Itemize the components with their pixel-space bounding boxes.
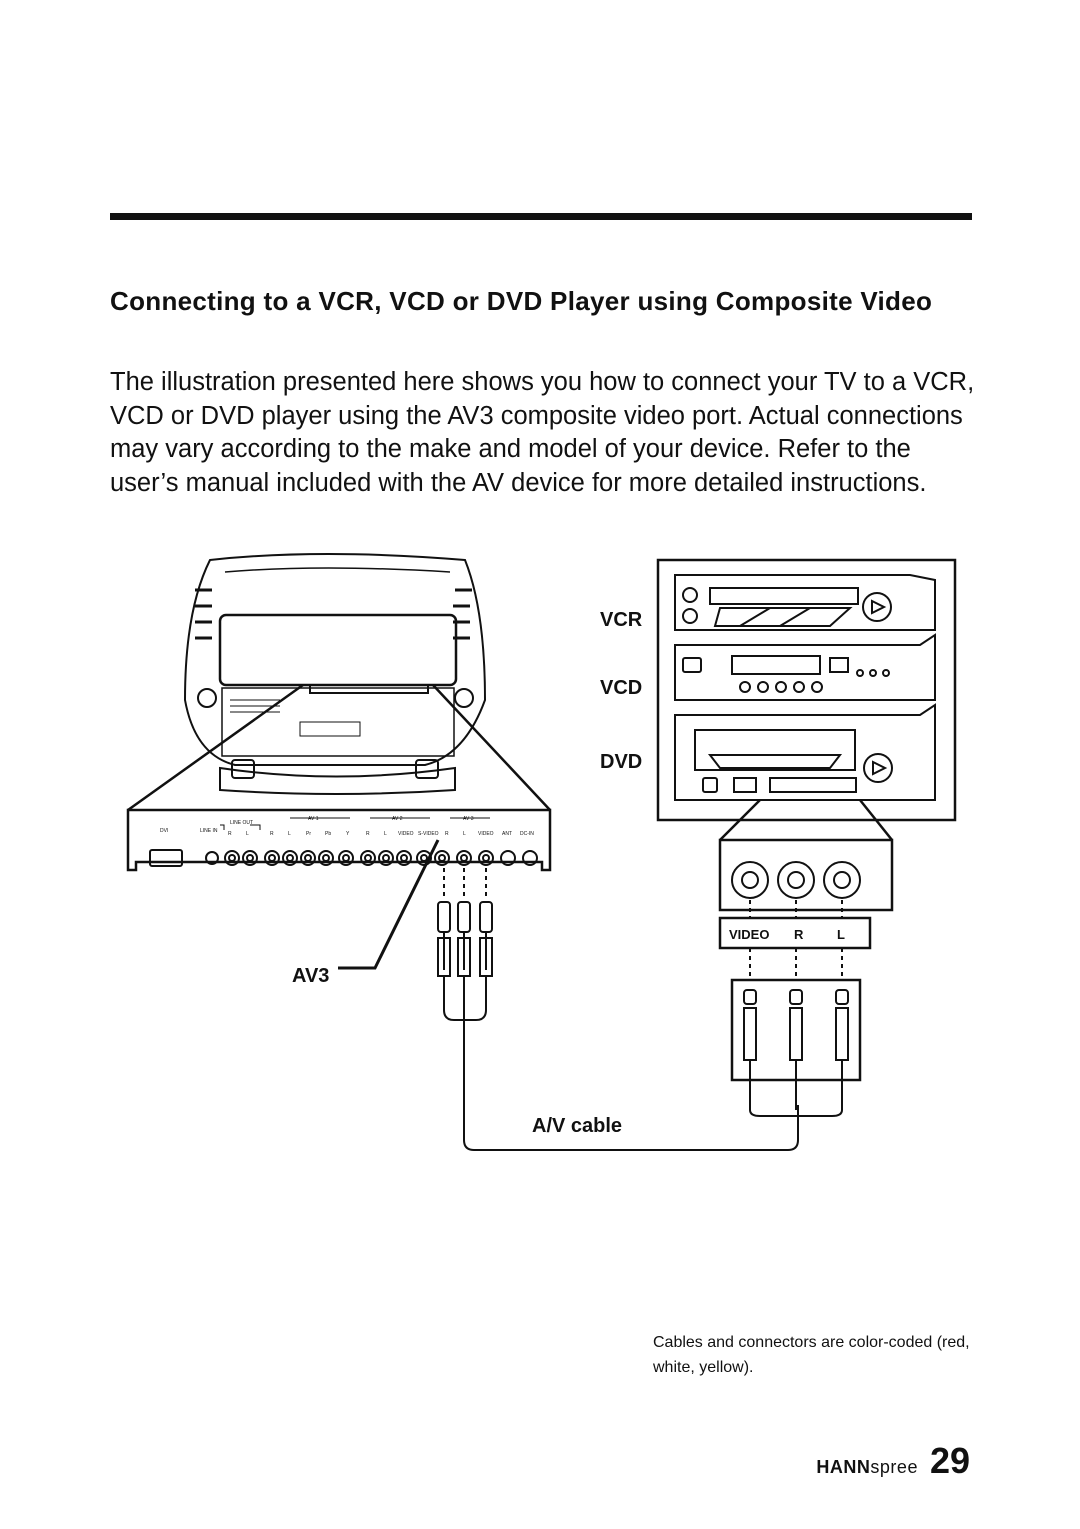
brand-bold: HANN: [816, 1457, 871, 1477]
jack-label-r: R: [794, 927, 804, 942]
vcd-label: VCD: [600, 677, 643, 699]
panel-label-line-in: LINE IN: [200, 828, 218, 834]
section-heading: Connecting to a VCR, VCD or DVD Player using Composite Video: [110, 286, 933, 316]
panel-label-r2: R: [270, 831, 274, 837]
page-number: 29: [929, 1440, 970, 1481]
panel-label-l4: L: [463, 831, 466, 837]
brand-logo: [816, 1457, 918, 1478]
panel-label-svideo: S-VIDEO: [418, 831, 439, 837]
figure-caption: Cables and connectors are color-coded (red, white, yellow).: [653, 1334, 970, 1376]
dvd-label: DVD: [600, 751, 643, 773]
panel-label-av3: AV 3: [463, 816, 474, 822]
connection-diagram-svg: [120, 550, 980, 1170]
av-cable-label: A/V cable: [532, 1115, 623, 1137]
jack-label-l: L: [837, 927, 845, 942]
section-rule: [110, 213, 972, 220]
av3-plugs: [438, 868, 492, 1020]
tv-illustration: [185, 554, 485, 794]
panel-label-l1: L: [246, 831, 249, 837]
connection-diagram: [120, 550, 980, 1170]
panel-label-video2: VIDEO: [478, 831, 494, 837]
panel-label-dcin: DC-IN: [520, 831, 534, 837]
device-jack-panel: [720, 840, 892, 1116]
page-footer: [816, 1440, 970, 1482]
brand-rest: spree: [870, 1457, 918, 1477]
av-device-stack: [658, 560, 955, 820]
panel-label-av2: AV 2: [392, 816, 403, 822]
panel-label-video1: VIDEO: [398, 831, 414, 837]
panel-label-y: Y: [346, 831, 350, 837]
panel-label-line-out: LINE OUT: [230, 820, 254, 826]
panel-label-r3: R: [366, 831, 370, 837]
panel-label-dvi: DVI: [160, 828, 169, 834]
panel-label-ant: ANT: [502, 831, 512, 837]
section-body: The illustration presented here shows you how to connect your TV to a VCR, VCD or DVD player using the AV3 composite video port. Actual connections may vary according to the make and model of your device. Refer to the user’s manual included with the AV device for more detailed instructions.: [110, 368, 975, 497]
panel-label-r1: R: [228, 831, 232, 837]
vcr-label: VCR: [600, 609, 643, 631]
panel-label-l3: L: [384, 831, 387, 837]
panel-label-r4: R: [445, 831, 449, 837]
panel-label-l2: L: [288, 831, 291, 837]
panel-label-av1: AV 1: [308, 816, 319, 822]
panel-label-pb: Pb: [325, 831, 332, 837]
jack-label-video: VIDEO: [729, 927, 770, 942]
av3-label: AV3: [292, 965, 330, 987]
tv-connector-panel: [128, 810, 550, 870]
panel-label-pr: Pr: [306, 831, 311, 837]
